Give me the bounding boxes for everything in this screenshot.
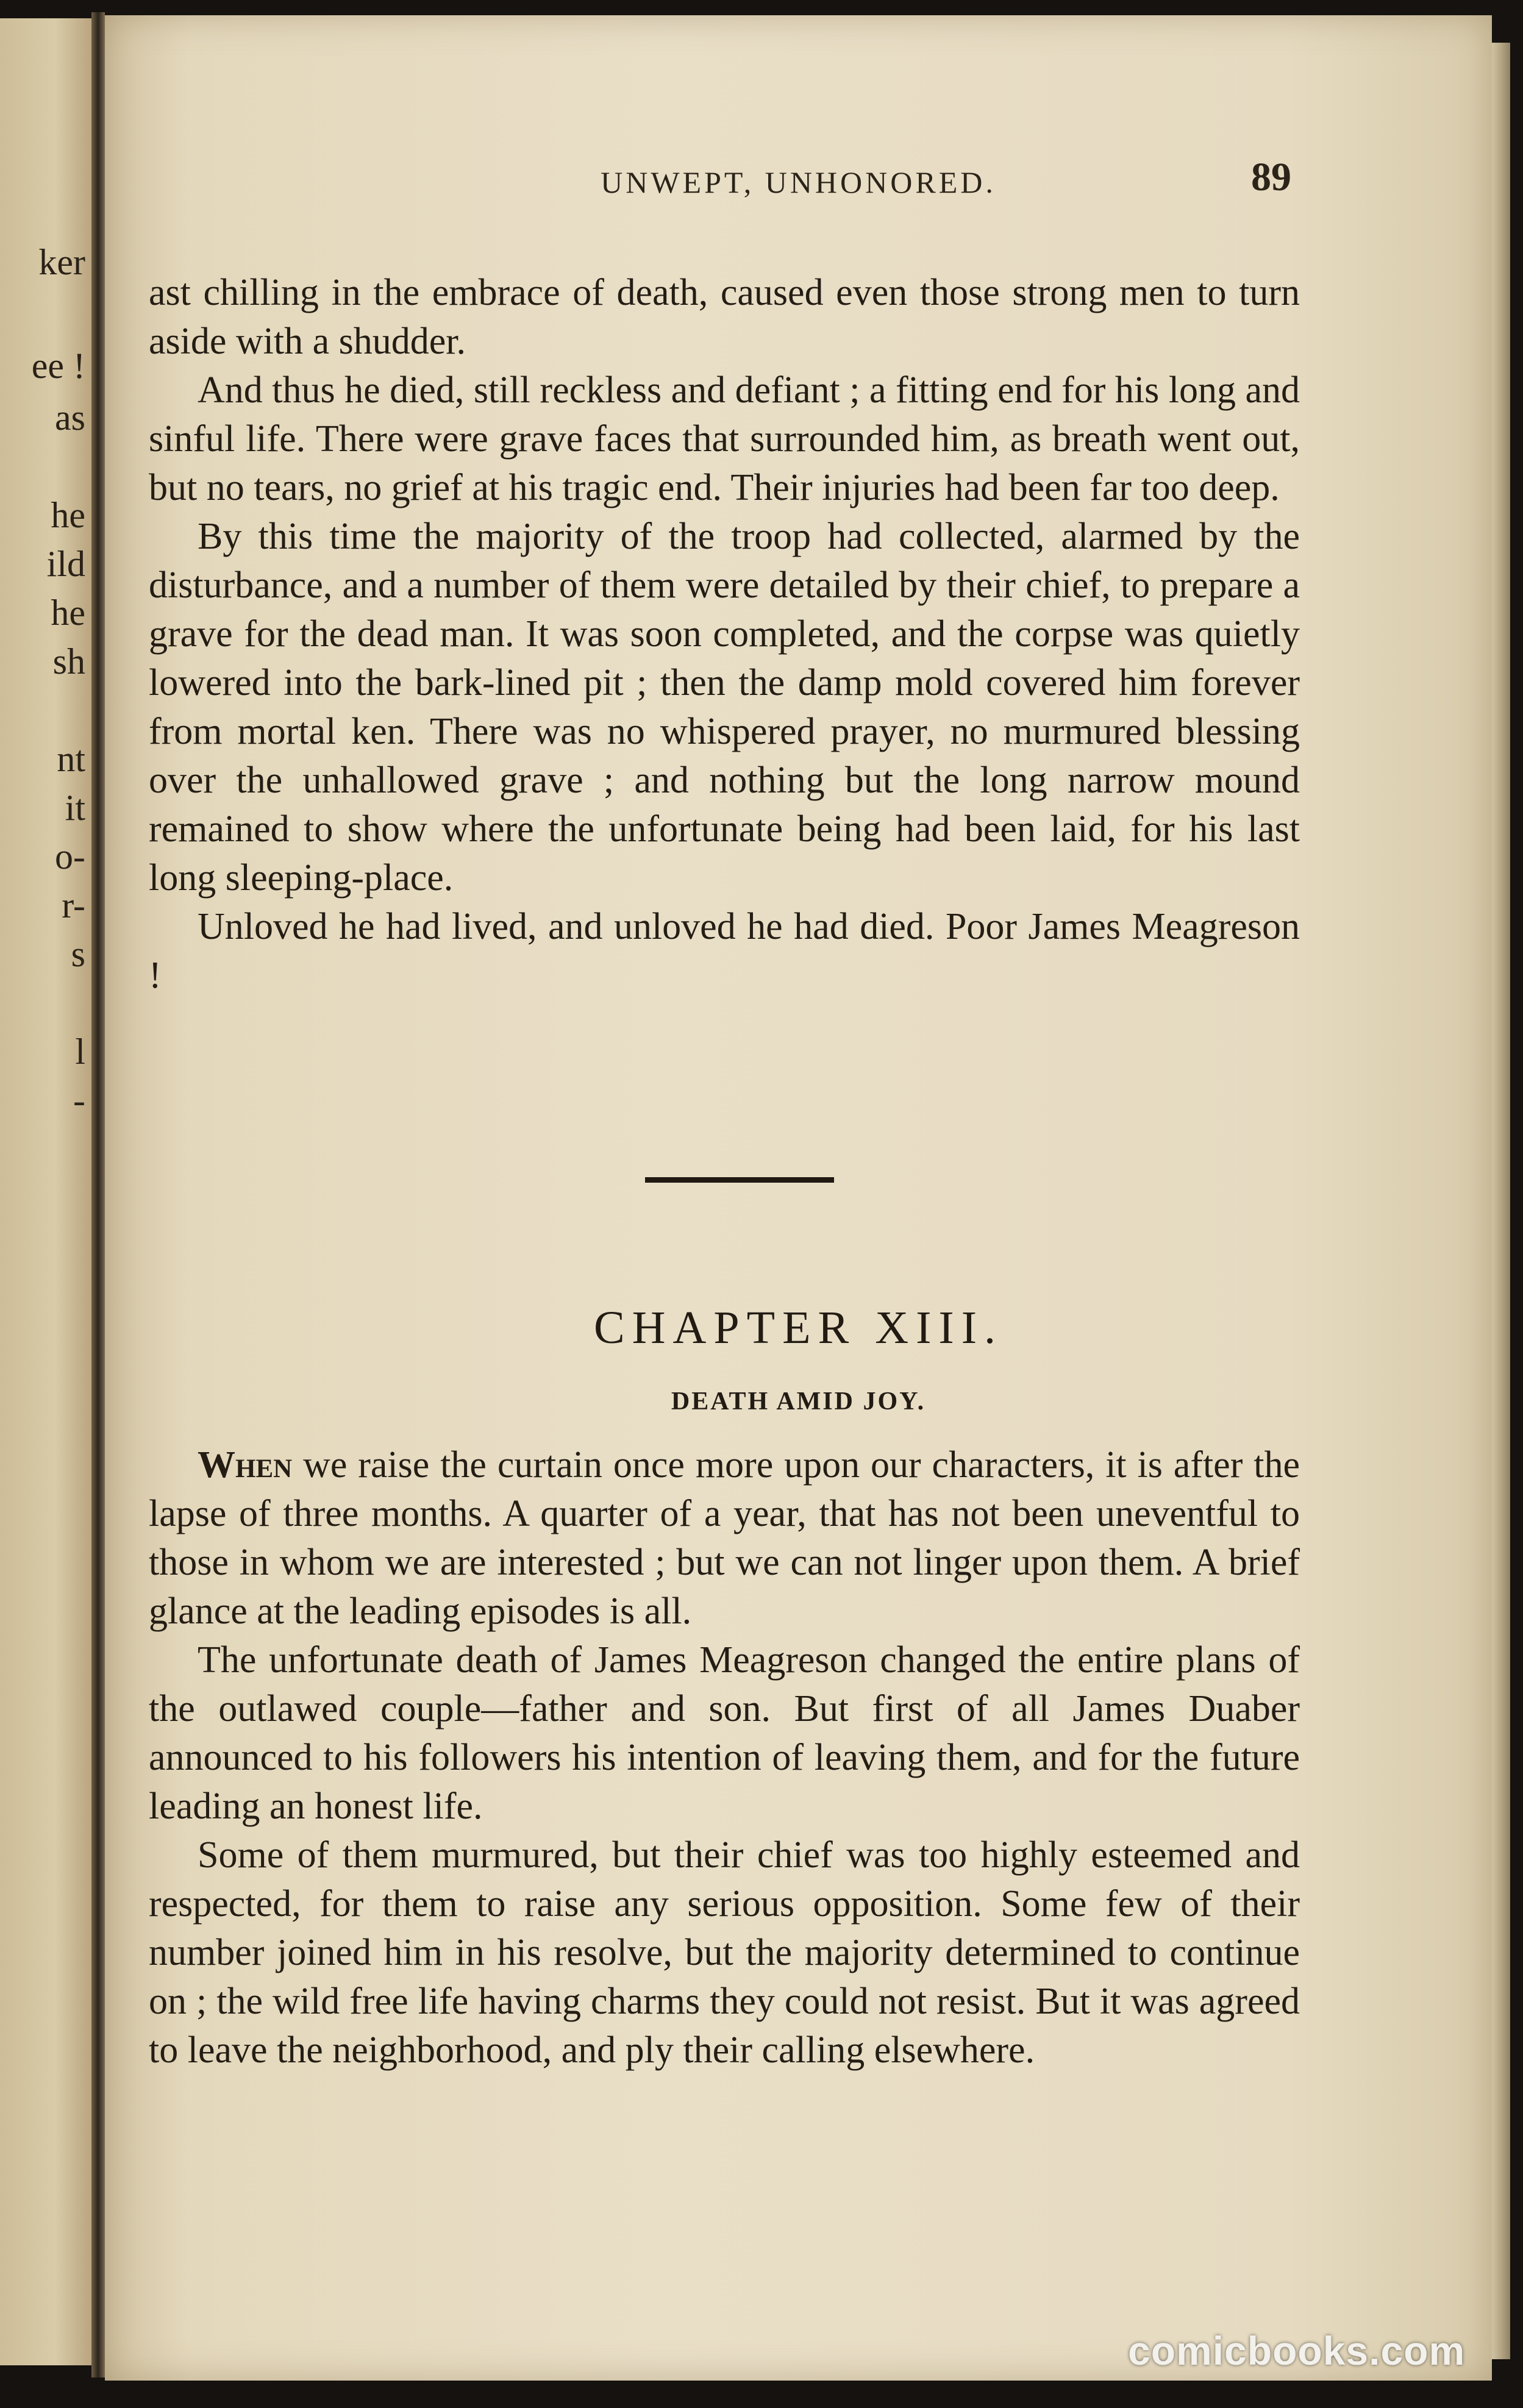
previous-page-fragment: s xyxy=(71,934,85,974)
previous-page-fragment: it xyxy=(65,788,85,828)
previous-page-fragment: nt xyxy=(57,739,85,779)
previous-page-fragment: as xyxy=(55,397,85,438)
previous-page-fragment: - xyxy=(73,1080,85,1120)
paragraph: The unfortunate death of James Meagreson changed the entire plans of the outlawed couple—father and son. But first of all James Duaber announced to his followers his intention of leaving them, and for the future leading an honest life. xyxy=(149,1639,1300,1827)
previous-page-fragment: he xyxy=(51,593,85,633)
book-gutter xyxy=(91,12,105,2378)
previous-page-fragment: ker xyxy=(38,242,85,282)
paragraph: ast chilling in the embrace of death, caused even those strong men to turn aside with a shudder. xyxy=(149,272,1300,362)
previous-page-edge xyxy=(0,18,91,2365)
book-page xyxy=(105,15,1492,2381)
previous-page-fragment: o- xyxy=(55,836,85,877)
previous-page-fragment: sh xyxy=(52,641,85,682)
paragraph xyxy=(149,1441,1300,1636)
previous-page-fragment: r- xyxy=(62,885,85,925)
paragraph-text: we raise the curtain once more upon our characters, it is after the lapse of three months. A quarter of a year, that has not been uneventful to those in whom we are interested ; but we can not linger upon them. A brief glance at the leading episodes is all. xyxy=(149,1444,1300,1632)
watermark: comicbooks.com xyxy=(1128,2328,1466,2373)
previous-page-fragment: l xyxy=(75,1031,85,1072)
paragraph: Some of them murmured, but their chief was too highly esteemed and respected, for them to raise any serious opposition. Some few of their number joined him in his resolve, but the majority determined to continue on ; the wild free life having charms they could not resist. But it was agreed to leave the neighborhood, and ply their calling elsewhere. xyxy=(149,1834,1300,2071)
text-block-chapter xyxy=(149,1441,1300,2075)
page-number: 89 xyxy=(1251,155,1291,199)
paragraph: And thus he died, still reckless and defiant ; a fitting end for his long and sinful life. There were grave faces that surrounded him, as breath went out, but no tears, no grief at his tragic end. Their injuries had been far too deep. xyxy=(149,369,1300,508)
chapter-lead-word: When xyxy=(198,1444,293,1486)
chapter-title: CHAPTER XIII. xyxy=(593,1302,1004,1353)
running-head: UNWEPT, UNHONORED. xyxy=(601,165,996,199)
chapter-subtitle: DEATH AMID JOY. xyxy=(671,1387,926,1416)
previous-page-fragment: he xyxy=(51,495,85,535)
section-divider xyxy=(645,1177,834,1183)
paragraph: By this time the majority of the troop had collected, alarmed by the disturbance, and a number of them were detailed by their chief, to prepare a grave for the dead man. It was soon completed, and the corpse was quietly lowered into the bark-lined pit ; then the damp mold covered him forever from mortal ken. There was no whispered prayer, no murmured blessing over the unhallowed grave ; and nothing but the long narrow mound remained to show where the unfortunate being had been laid, for his last long sleeping-place. xyxy=(149,516,1300,899)
page-edge xyxy=(1492,43,1510,2359)
text-block-before-chapter xyxy=(149,268,1300,1000)
previous-page-fragment: ild xyxy=(46,544,85,584)
paragraph: Unloved he had lived, and unloved he had died. Poor James Meagreson ! xyxy=(149,906,1300,996)
previous-page-fragment: ee ! xyxy=(31,346,85,386)
